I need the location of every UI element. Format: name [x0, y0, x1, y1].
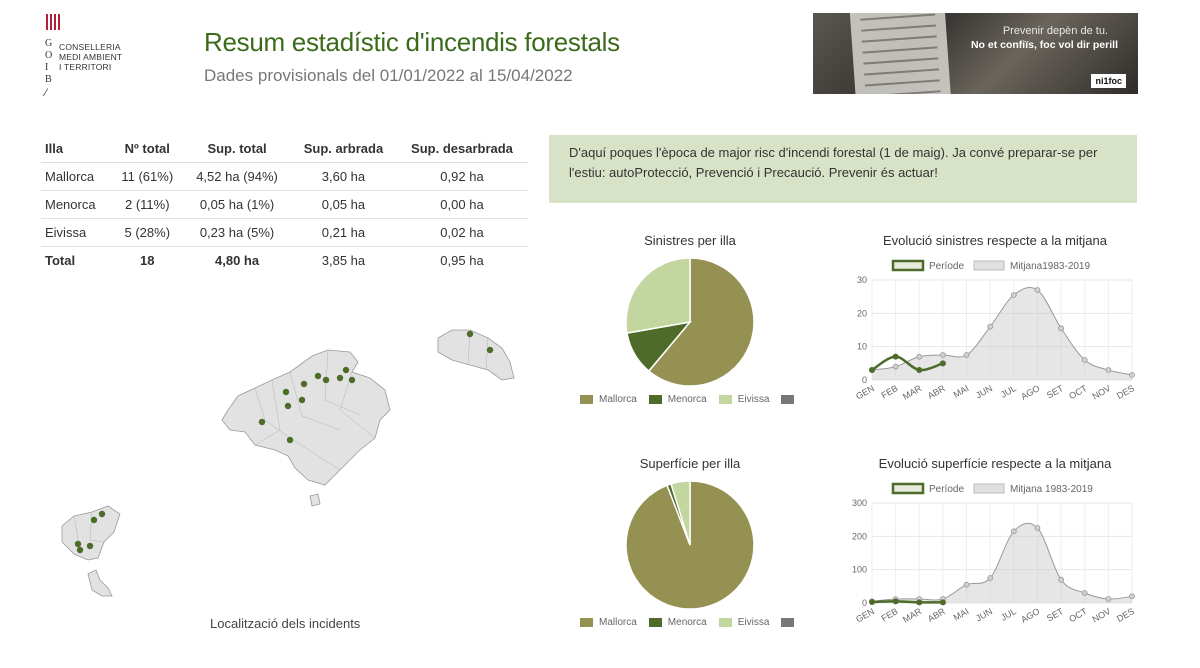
banner-line-2: No et confiïs, foc vol dir perill	[970, 39, 1118, 51]
line-legend	[893, 484, 1093, 495]
incident-point[interactable]	[323, 377, 329, 383]
logo-letters	[45, 38, 52, 86]
x-tick-label: DES	[1114, 606, 1136, 624]
y-tick-label: 300	[851, 498, 867, 508]
line-chart-incidents[interactable]	[850, 256, 1140, 406]
point-periode[interactable]	[893, 598, 899, 604]
menorca-island	[438, 330, 514, 380]
banner-line-1: Prevenir depèn de tu.	[1002, 25, 1108, 37]
legend-label: Mallorca	[599, 617, 637, 628]
point-periode[interactable]	[940, 599, 946, 605]
table-cell: 2 (11%)	[111, 191, 183, 219]
point-mitjana[interactable]	[1130, 373, 1135, 378]
pie-incidents-title: Sinistres per illa	[644, 233, 736, 248]
table-cell: 4,80 ha	[215, 253, 260, 268]
legend-label: Menorca	[667, 617, 707, 628]
table-cell: Menorca	[41, 191, 111, 219]
prevention-banner[interactable]	[813, 13, 1138, 94]
table-header: Nº total	[111, 135, 183, 163]
incident-point[interactable]	[337, 375, 343, 381]
table-header: Sup. arbrada	[291, 135, 396, 163]
legend-swatch	[649, 395, 662, 404]
table-row	[41, 163, 528, 191]
formentera-island	[88, 570, 112, 596]
table-cell: 5 (28%)	[111, 219, 183, 247]
legend-label-periode: Període	[929, 261, 965, 272]
legend-item-menorca[interactable]	[649, 394, 707, 405]
x-tick-label: SET	[1044, 606, 1066, 624]
y-tick-label: 10	[856, 341, 867, 352]
x-tick-label: MAR	[900, 606, 924, 625]
legend-item-menorca[interactable]	[649, 617, 707, 628]
x-tick-label: ABR	[925, 606, 947, 624]
line-chart-area[interactable]	[850, 479, 1140, 629]
legend-swatch	[719, 395, 732, 404]
incident-point[interactable]	[99, 511, 105, 517]
stats-table	[41, 135, 528, 274]
table-cell: 4,52 ha (94%)	[183, 163, 291, 191]
point-mitjana[interactable]	[893, 364, 898, 369]
pie-incidents-legend	[580, 394, 812, 405]
table-cell: 0,92 ha	[396, 163, 528, 191]
table-cell: 0,21 ha	[291, 219, 396, 247]
x-tick-label: DES	[1114, 383, 1136, 401]
point-mitjana[interactable]	[917, 354, 922, 359]
x-tick-label: AGO	[1019, 606, 1042, 625]
logo-name-line: MEDI AMBIENT	[59, 52, 123, 62]
legend-item-mallorca[interactable]	[580, 394, 637, 405]
x-tick-label: GEN	[854, 383, 876, 402]
table-header: Sup. total	[183, 135, 291, 163]
y-tick-label: 0	[861, 375, 867, 385]
legend-swatch-periode[interactable]	[893, 484, 923, 493]
x-tick-label: NOV	[1090, 383, 1113, 402]
incident-point[interactable]	[87, 543, 93, 549]
point-mitjana[interactable]	[1082, 358, 1087, 363]
incident-point[interactable]	[299, 397, 305, 403]
x-tick-label: JUL	[998, 383, 1018, 400]
incident-point[interactable]	[467, 331, 473, 337]
x-tick-label: MAI	[951, 383, 971, 400]
table-cell: 0,05 ha (1%)	[183, 191, 291, 219]
eivissa-island	[62, 506, 120, 560]
legend-label-mitjana: Mitjana1983-2019	[1010, 261, 1091, 272]
table-cell: 0,05 ha	[291, 191, 396, 219]
legend-swatch-mitjana[interactable]	[974, 261, 1004, 270]
coat-of-arms-icon	[46, 14, 60, 30]
incident-point[interactable]	[343, 367, 349, 373]
legend-label: Menorca	[667, 394, 707, 405]
legend-swatch	[781, 618, 794, 627]
x-tick-label: GEN	[854, 606, 876, 625]
pie-area-title: Superfície per illa	[639, 456, 741, 471]
y-tick-label: 200	[851, 531, 867, 542]
legend-item-other[interactable]	[781, 618, 800, 627]
logo-letter: B	[45, 74, 52, 85]
incident-point[interactable]	[487, 347, 493, 353]
point-mitjana[interactable]	[1035, 288, 1040, 293]
x-tick-label: FEB	[879, 606, 900, 624]
legend-swatch-mitjana[interactable]	[974, 484, 1004, 493]
table-cell: 3,60 ha	[291, 163, 396, 191]
legend-item-eivissa[interactable]	[719, 394, 770, 405]
x-tick-label: FEB	[879, 383, 900, 401]
incident-point[interactable]	[75, 541, 81, 547]
table-cell: 0,02 ha	[396, 219, 528, 247]
legend-swatch-periode[interactable]	[893, 261, 923, 270]
logo-letter: G	[45, 38, 53, 49]
area-mitjana	[872, 523, 1132, 603]
legend-swatch	[580, 395, 593, 404]
line-legend	[893, 261, 1090, 272]
page-title: Resum estadístic d'incendis forestals	[204, 27, 620, 57]
page-subtitle: Dades provisionals del 01/01/2022 al 15/04/2022	[204, 66, 573, 85]
point-mitjana[interactable]	[1106, 597, 1111, 602]
x-tick-label: JUN	[974, 606, 995, 624]
legend-label: Eivissa	[737, 394, 770, 405]
pie-chart-area[interactable]	[620, 475, 760, 615]
y-tick-label: 30	[856, 275, 867, 285]
table-cell: Mallorca	[41, 163, 111, 191]
point-mitjana[interactable]	[1059, 577, 1064, 582]
table-header: Illa	[41, 135, 111, 163]
line-incidents-title: Evolució sinistres respecte a la mitjana	[883, 233, 1107, 248]
table-header-row	[41, 135, 528, 163]
point-mitjana[interactable]	[1035, 526, 1040, 531]
point-mitjana[interactable]	[964, 353, 969, 358]
pie-slice-eivissa[interactable]	[626, 258, 690, 333]
incident-point[interactable]	[283, 389, 289, 395]
point-mitjana[interactable]	[1082, 591, 1087, 596]
logo-slash-icon: ⁄	[45, 87, 47, 99]
point-periode[interactable]	[916, 367, 922, 373]
table-row	[41, 219, 528, 247]
point-mitjana[interactable]	[1130, 594, 1135, 599]
point-periode[interactable]	[893, 354, 899, 360]
x-tick-label: OCT	[1067, 383, 1089, 402]
x-tick-label: OCT	[1067, 606, 1089, 625]
logo-name-line: I TERRITORI	[59, 62, 112, 72]
incident-point[interactable]	[285, 403, 291, 409]
table-header: Sup. desarbrada	[396, 135, 528, 163]
legend-swatch	[719, 618, 732, 627]
x-tick-label: JUN	[974, 383, 995, 401]
legend-label-mitjana: Mitjana 1983-2019	[1010, 484, 1093, 495]
line-area-title: Evolució superfície respecte a la mitjana	[878, 456, 1112, 471]
legend-swatch	[649, 618, 662, 627]
logo-letter: I	[45, 62, 49, 73]
incident-point[interactable]	[315, 373, 321, 379]
table-cell: 11 (61%)	[111, 163, 183, 191]
x-tick-label: MAR	[900, 383, 924, 402]
point-mitjana[interactable]	[1011, 529, 1016, 534]
x-tick-label: MAI	[951, 606, 971, 623]
incident-point[interactable]	[77, 547, 83, 553]
legend-swatch	[580, 618, 593, 627]
table-cell: Eivissa	[41, 219, 111, 247]
banner-brand-logo: ni1foc	[1091, 74, 1126, 88]
banner-paper-image	[850, 13, 952, 94]
logo-name-line: CONSELLERIA	[59, 42, 121, 52]
incident-point[interactable]	[301, 381, 307, 387]
table-cell: 3,85 ha	[321, 253, 366, 268]
logo-department	[59, 42, 122, 72]
incident-point[interactable]	[259, 419, 265, 425]
x-tick-label: ABR	[925, 383, 947, 401]
table-cell: Total	[45, 253, 76, 268]
point-mitjana[interactable]	[1106, 368, 1111, 373]
pie-chart-incidents[interactable]	[620, 252, 760, 392]
table-cell: 0,95 ha	[440, 253, 484, 268]
point-periode[interactable]	[869, 367, 875, 373]
legend-label: Eivissa	[737, 617, 770, 628]
table-total-row	[41, 247, 528, 275]
point-mitjana[interactable]	[988, 576, 993, 581]
point-periode[interactable]	[916, 599, 922, 605]
y-tick-label: 20	[856, 308, 867, 319]
point-mitjana[interactable]	[964, 582, 969, 587]
x-tick-label: SET	[1044, 383, 1066, 401]
point-periode[interactable]	[869, 599, 875, 605]
point-mitjana[interactable]	[1011, 293, 1016, 298]
table-cell: 18	[140, 253, 155, 268]
series-line-periode	[872, 601, 943, 602]
map-caption: Localització dels incidents	[210, 616, 361, 631]
legend-swatch	[781, 395, 794, 404]
table-cell: 0,00 ha	[396, 191, 528, 219]
y-tick-label: 0	[861, 598, 867, 608]
point-mitjana[interactable]	[988, 324, 993, 329]
point-periode[interactable]	[940, 360, 946, 366]
x-tick-label: JUL	[998, 606, 1018, 623]
legend-label: Mallorca	[599, 394, 637, 405]
table-row	[41, 191, 528, 219]
x-tick-label: AGO	[1019, 383, 1042, 402]
table-cell: 0,23 ha (5%)	[183, 219, 291, 247]
y-tick-label: 100	[851, 564, 867, 575]
point-mitjana[interactable]	[1059, 326, 1064, 331]
risk-notice: D'aquí poques l'època de major risc d'incendi forestal (1 de maig). Ja convé preparar-se per l'estiu: autoProtecció, Prevenció i Precaució. Prevenir és actuar!	[549, 135, 1137, 203]
incidents-map[interactable]	[40, 320, 530, 610]
incident-point[interactable]	[349, 377, 355, 383]
incident-point[interactable]	[91, 517, 97, 523]
logo-letter: O	[45, 50, 53, 61]
legend-item-eivissa[interactable]	[719, 617, 770, 628]
goib-logo	[42, 14, 152, 99]
pie-area-legend	[580, 617, 812, 628]
x-tick-label: NOV	[1090, 606, 1113, 625]
legend-item-mallorca[interactable]	[580, 617, 637, 628]
legend-item-other[interactable]	[781, 395, 800, 404]
incident-point[interactable]	[287, 437, 293, 443]
legend-label-periode: Període	[929, 484, 965, 495]
cabrera-island	[310, 494, 320, 506]
point-mitjana[interactable]	[940, 353, 945, 358]
